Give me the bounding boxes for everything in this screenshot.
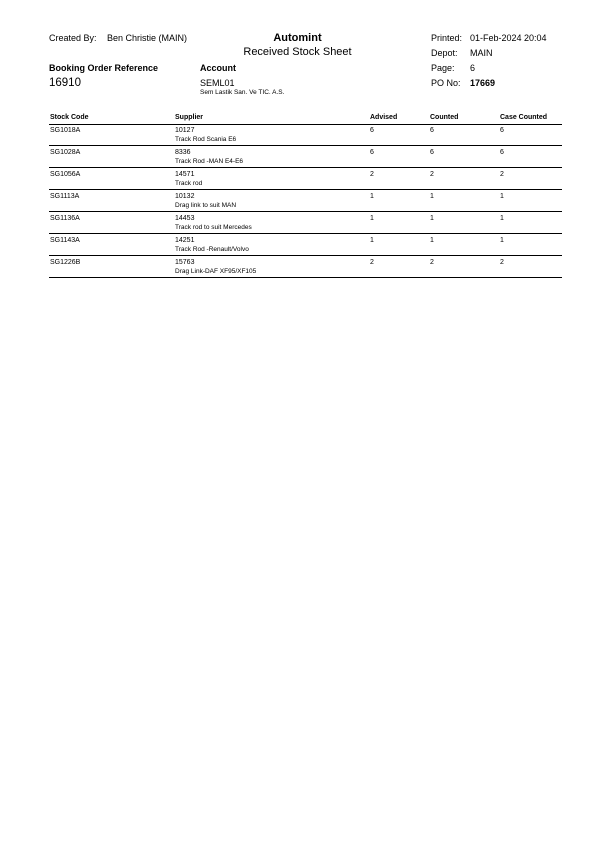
supplier-cell: 14571 xyxy=(175,171,195,178)
stock-code-cell: SG1136A xyxy=(50,215,80,222)
counted-cell: 1 xyxy=(430,215,434,222)
sheet-title: Received Stock Sheet xyxy=(243,46,352,58)
description-cell: Drag Link-DAF XF95/XF105 xyxy=(175,268,257,275)
advised-cell: 1 xyxy=(370,193,374,200)
description-cell: Drag link to suit MAN xyxy=(175,202,237,209)
counted-cell: 6 xyxy=(430,127,434,134)
supplier-cell: 10127 xyxy=(175,127,195,134)
counted-cell: 1 xyxy=(430,237,434,244)
case-counted-cell: 1 xyxy=(500,193,504,200)
account-name: Sem Lastik San. Ve TIC. A.S. xyxy=(200,89,285,96)
supplier-cell: 14453 xyxy=(175,215,195,222)
description-cell: Track Rod -Renault/Volvo xyxy=(175,246,249,253)
depot-value: MAIN xyxy=(470,48,493,58)
supplier-cell: 15763 xyxy=(175,259,195,266)
po-value: 17669 xyxy=(470,78,496,88)
col-supplier: Supplier xyxy=(175,114,204,121)
case-counted-cell: 6 xyxy=(500,149,504,156)
counted-cell: 1 xyxy=(430,193,434,200)
row-divider xyxy=(49,255,562,256)
row-divider xyxy=(49,189,562,190)
counted-cell: 2 xyxy=(430,171,434,178)
row-divider xyxy=(49,167,562,168)
stock-code-cell: SG1056A xyxy=(50,171,81,178)
counted-cell: 2 xyxy=(430,259,434,266)
depot-label: Depot: xyxy=(431,48,458,58)
case-counted-cell: 1 xyxy=(500,237,504,244)
stock-code-cell: SG1226B xyxy=(50,259,81,266)
booking-ref-value: 16910 xyxy=(49,77,81,89)
po-label: PO No: xyxy=(431,78,461,88)
description-cell: Track rod xyxy=(175,180,203,187)
stock-code-cell: SG1113A xyxy=(50,193,80,200)
case-counted-cell: 2 xyxy=(500,259,504,266)
col-stock-code: Stock Code xyxy=(50,114,89,121)
account-code: SEML01 xyxy=(200,78,235,88)
supplier-cell: 8336 xyxy=(175,149,191,156)
case-counted-cell: 2 xyxy=(500,171,504,178)
description-cell: Track rod to suit Mercedes xyxy=(175,224,252,231)
account-label: Account xyxy=(200,63,236,73)
page-label: Page: xyxy=(431,63,455,73)
advised-cell: 2 xyxy=(370,259,374,266)
row-divider xyxy=(49,145,562,146)
page-value: 6 xyxy=(470,63,476,73)
row-divider xyxy=(49,277,562,278)
printed-label: Printed: xyxy=(431,33,463,43)
description-cell: Track Rod -MAN E4-E6 xyxy=(175,158,244,165)
col-counted: Counted xyxy=(430,114,459,121)
row-divider xyxy=(49,233,562,234)
advised-cell: 1 xyxy=(370,215,374,222)
advised-cell: 6 xyxy=(370,127,374,134)
advised-cell: 6 xyxy=(370,149,374,156)
advised-cell: 2 xyxy=(370,171,374,178)
stock-code-cell: SG1018A xyxy=(50,127,81,134)
case-counted-cell: 1 xyxy=(500,215,504,222)
supplier-cell: 10132 xyxy=(175,193,195,200)
header-divider xyxy=(49,124,562,125)
company-name-text: Automint xyxy=(273,32,322,44)
printed-value: 01-Feb-2024 20:04 xyxy=(470,33,547,43)
created-by-label: Created By: xyxy=(49,33,97,43)
created-by-value: Ben Christie (MAIN) xyxy=(107,33,188,43)
counted-cell: 6 xyxy=(430,149,434,156)
col-case-counted: Case Counted xyxy=(500,114,548,121)
booking-ref-label: Booking Order Reference xyxy=(49,63,159,73)
description-cell: Track Rod Scania E6 xyxy=(175,136,237,143)
supplier-cell: 14251 xyxy=(175,237,195,244)
stock-code-cell: SG1028A xyxy=(50,149,81,156)
row-divider xyxy=(49,211,562,212)
col-advised: Advised xyxy=(370,114,398,121)
stock-code-cell: SG1143A xyxy=(50,237,80,244)
advised-cell: 1 xyxy=(370,237,374,244)
case-counted-cell: 6 xyxy=(500,127,504,134)
